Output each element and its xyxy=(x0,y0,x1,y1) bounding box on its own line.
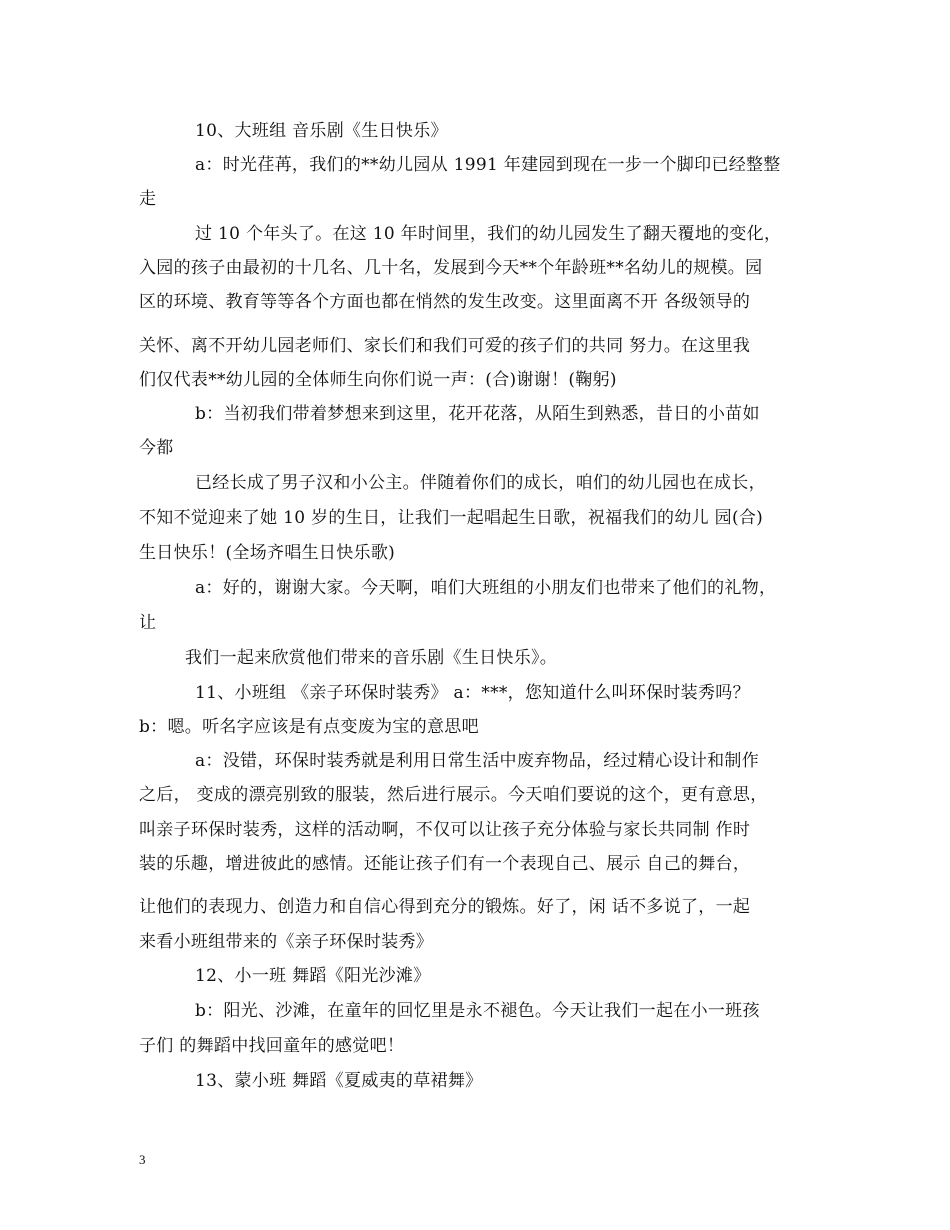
paragraph-line: 生日快乐！(全场齐唱生日快乐歌) xyxy=(139,543,396,563)
paragraph-line: 关怀、离不开幼儿园老师们、家长们和我们可爱的孩子们的共同 努力。在这里我 xyxy=(139,336,751,356)
paragraph-line: 走 xyxy=(139,189,157,209)
paragraph-line: 过 10 个年头了。在这 10 年时间里，我们的幼儿园发生了翻天覆地的变化， xyxy=(195,224,782,244)
paragraph-line: a：时光荏苒，我们的**幼儿园从 1991 年建园到现在一步一个脚印已经整整 xyxy=(195,155,781,175)
paragraph-line: 来看小班组带来的《亲子环保时装秀》 xyxy=(139,932,434,952)
paragraph-line: 们仅代表**幼儿园的全体师生向你们说一声：(合)谢谢！(鞠躬) xyxy=(139,370,617,390)
paragraph-line: 我们一起来欣赏他们带来的音乐剧《生日快乐》。 xyxy=(185,648,558,668)
page-number: 3 xyxy=(139,1152,146,1167)
paragraph-line: a：好的，谢谢大家。今天啊，咱们大班组的小朋友们也带来了他们的礼物， xyxy=(195,578,777,598)
paragraph-line: b：当初我们带着梦想来到这里，花开花落，从陌生到熟悉，昔日的小苗如 xyxy=(195,404,760,424)
paragraph-line: 今都 xyxy=(139,438,174,458)
paragraph-line: a：没错，环保时装秀就是利用日常生活中废弃物品，经过精心设计和制作 xyxy=(195,751,760,771)
section-heading-11: 11、小班组 《亲子环保时装秀》 a：***，您知道什么叫环保时装秀吗？ xyxy=(195,683,750,703)
paragraph-line: 已经长成了男子汉和小公主。伴随着你们的成长，咱们的幼儿园也在成长， xyxy=(195,473,766,493)
paragraph-line: b：嗯。听名字应该是有点变废为宝的意思吧 xyxy=(139,717,479,737)
paragraph-line: 叫亲子环保时装秀，这样的活动啊，不仅可以让孩子充分体验与家长共同制 作时 xyxy=(139,820,751,840)
section-heading-13: 13、蒙小班 舞蹈《夏威夷的草裙舞》 xyxy=(195,1071,483,1091)
paragraph-line: b：阳光、沙滩，在童年的回忆里是永不褪色。今天让我们一起在小一班孩 xyxy=(195,1001,760,1021)
paragraph-line: 让 xyxy=(139,613,157,633)
paragraph-line: 装的乐趣，增进彼此的感情。还能让孩子们有一个表现自己、展示 自己的舞台， xyxy=(139,854,751,874)
paragraph-line: 让他们的表现力、创造力和自信心得到充分的锻炼。好了，闲 话不多说了，一起 xyxy=(139,897,751,917)
section-heading-12: 12、小一班 舞蹈《阳光沙滩》 xyxy=(195,966,431,986)
paragraph-line: 区的环境、教育等等各个方面也都在悄然的发生改变。这里面离不开 各级领导的 xyxy=(139,292,751,312)
paragraph-line: 子们 的舞蹈中找回童年的感觉吧！ xyxy=(139,1036,405,1056)
paragraph-line: 入园的孩子由最初的十几名、几十名，发展到今天**个年龄班**名幼儿的规模。园 xyxy=(139,258,763,278)
paragraph-line: 不知不觉迎来了她 10 岁的生日，让我们一起唱起生日歌，祝福我们的幼儿 园(合) xyxy=(139,508,764,528)
paragraph-line: 之后， 变成的漂亮别致的服装，然后进行展示。今天咱们要说的这个，更有意思， xyxy=(139,785,768,805)
section-heading-10: 10、大班组 音乐剧《生日快乐》 xyxy=(195,121,448,141)
